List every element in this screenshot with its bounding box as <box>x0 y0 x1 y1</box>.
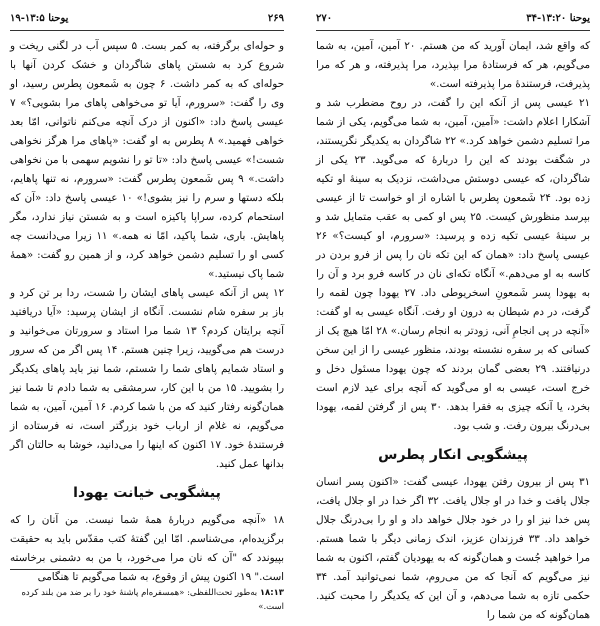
left-section-heading: پیشگویی خیانت یهودا <box>73 485 221 501</box>
footnote-divider <box>10 569 160 570</box>
right-running-head <box>316 6 590 31</box>
footnote <box>10 586 284 614</box>
left-paragraph-1: و حوله‌ای برگرفته، به کمر بست. ۵ سپس آب در لگنی ریخت و شروع کرد به شستن پاهای شاگردان و خشک کردن آنها با حوله‌ای که به کمر داشت. ۶ چون به شَمعون پطرس رسید، او وی را گفت: «سرورم، آیا تو می‌خواهی پاهای مرا بشویی؟» ۷ عیسی پاسخ داد: «اکنون از درک آنچه می‌کنم ناتوانی، امّا بعد خواهی فهمید.» ۸ پطرس به او گفت: «پاهای مرا هرگز نخواهی شست!» عیسی پاسخ داد: «تا تو را نشویم سهمی با من نخواهی داشت.» ۹ پس شَمعون پطرس گفت: «سرورم، نه تنها پاهایم، بلکه دستها و سرم را نیز بشوی!» ۱۰ عیسی پاسخ داد: «آن که استحمام کرده، سراپا پاکیزه است و به شستن نیاز ندارد، مگر پاهایش. باری، شما پاکید، امّا نه همه.» ۱۱ زیرا می‌دانست چه کسی او را تسلیم دشمن خواهد کرد، و از همین رو گفت: «همهٔ شما پاک نیستید.» <box>10 40 285 280</box>
left-page-number: ۲۶۹ <box>267 12 284 24</box>
left-paragraph-3: ۱۸ «آنچه می‌گویم دربارهٔ همهٔ شما نیست. من آنان را که برگزیده‌ام، می‌شناسم. امّا این گفتهٔ کتب مقدّس باید به حقیقت بپیوندد که "آن که نان مرا می‌خورد، با من به دشمنی برخاسته است." ۱۹ اکنون پیش از وقوع، به شما می‌گویم تا هنگامی <box>10 514 284 583</box>
footnote-text: به‌طور تحت‌اللفظی: «همسفره‌ام پاشنهٔ خود را بر ضد من بلند کرده است.» <box>21 588 284 612</box>
right-page-number: ۲۷۰ <box>316 12 333 24</box>
left-chapter-reference: یوحنا ۱۳:۵-۱۹ <box>10 12 69 24</box>
right-section-heading: پیشگویی انکار پطرس <box>378 447 528 463</box>
left-running-head <box>10 6 284 31</box>
footnote-reference: ۱۸:۱۳ <box>259 588 284 598</box>
left-body-text <box>10 37 284 587</box>
right-paragraph-3: ۳۱ پس از بیرون رفتن یهودا، عیسی گفت: «اکنون پسر انسان جلال یافت و خدا در او جلال یافت. ۳۲ اگر خدا در او جلال یافت، پس خدا نیز او را در خود جلال خواهد داد و او را بی‌درنگ جلال خواهد داد. ۳۳ فرزندان عزیز، اندک زمانی دیگر با شما هستم. مرا خواهید جُست و همان‌گونه که به یهودیان گفتم، اکنون به شما نیز می‌گویم که آنجا که من می‌روم، شما نمی‌توانید آمد. ۳۴ حکمی تازه به شما می‌دهم، و آن این که یکدیگر را محبت کنید. همان‌گونه که من شما را <box>316 476 591 621</box>
right-page <box>300 0 600 626</box>
right-chapter-reference: یوحنا ۱۳:۲۰-۳۴ <box>526 12 590 24</box>
right-paragraph-1: که واقع شد، ایمان آورید که من هستم. ۲۰ آمین، آمین، به شما می‌گویم، هر که فرستادهٔ مرا بپذیرد، مرا پذیرفته، و هر که مرا پذیرفت، فرستندهٔ مرا پذیرفته است.» <box>316 40 590 90</box>
right-body-text <box>316 37 590 625</box>
right-paragraph-2: ۲۱ عیسی پس از آنکه این را گفت، در روح مضطرب شد و آشکارا اعلام داشت: «آمین، آمین، به شما می‌گویم، یکی از شما مرا تسلیم دشمن خواهد کرد.» ۲۲ شاگردان به یکدیگر نگریستند، در شگفت بودند که این را دربارهٔ که می‌گوید. ۲۳ یکی از شاگردان، که عیسی دوستش می‌داشت، نزدیک به سینهٔ او تکیه زده بود. ۲۴ شَمعون پطرس با اشاره از او خواست تا از عیسی بپرسد منظورش کیست. ۲۵ پس او کمی به عقب متمایل شد و بر سینهٔ عیسی تکیه زده و پرسید: «سرورم، او کیست؟» ۲۶ عیسی پاسخ داد: «همان که این تکه نان را پس از فرو بردن در کاسه به او می‌دهم.» آنگاه تکه‌ای نان در کاسه فرو برد و آن را به یهودا پسر شَمعونِ اسخریوطی داد. ۲۷ یهودا چون لقمه را گرفت، در دم شیطان به درون او رفت. آنگاه عیسی به او گفت: «آنچه در پی انجامِ آنی، زودتر به انجام رسان.» ۲۸ امّا هیچ یک از کسانی که بر سفره نشسته بودند، منظور عیسی را از این سخن درنیافتند. ۲۹ بعضی گمان بردند که چون یهودا مسئول دخل و خرج است، عیسی به او می‌گوید که آنچه برای عید لازم است بخرد، یا آنکه چیزی به فقرا بدهد. ۳۰ پس از گرفتن لقمه، یهودا بی‌درنگ بیرون رفت. و شب بود. <box>316 97 590 432</box>
left-paragraph-2: ۱۲ پس از آنکه عیسی پاهای ایشان را شست، ردا بر تن کرد و باز بر سفره شام نشست. آنگاه از ایشان پرسید: «آیا دریافتید آنچه برایتان کردم؟ ۱۳ شما مرا استاد و سرورتان می‌خوانید و درست هم می‌گویید، زیرا چنین هستم. ۱۴ پس اگر من که سرور و استاد شمایم پاهای شما را شستم، شما نیز باید پاهای یکدیگر را بشویید. ۱۵ من با این کار، سرمشقی به شما دادم تا شما نیز همان‌گونه رفتار کنید که من با شما کردم. ۱۶ آمین، آمین، به شما می‌گویم، نه غلام از ارباب خود بزرگتر است، نه فرستاده از فرستندهٔ خود. ۱۷ اکنون که اینها را می‌دانید، خوشا به حالتان اگر بدانها عمل کنید. <box>10 287 285 470</box>
